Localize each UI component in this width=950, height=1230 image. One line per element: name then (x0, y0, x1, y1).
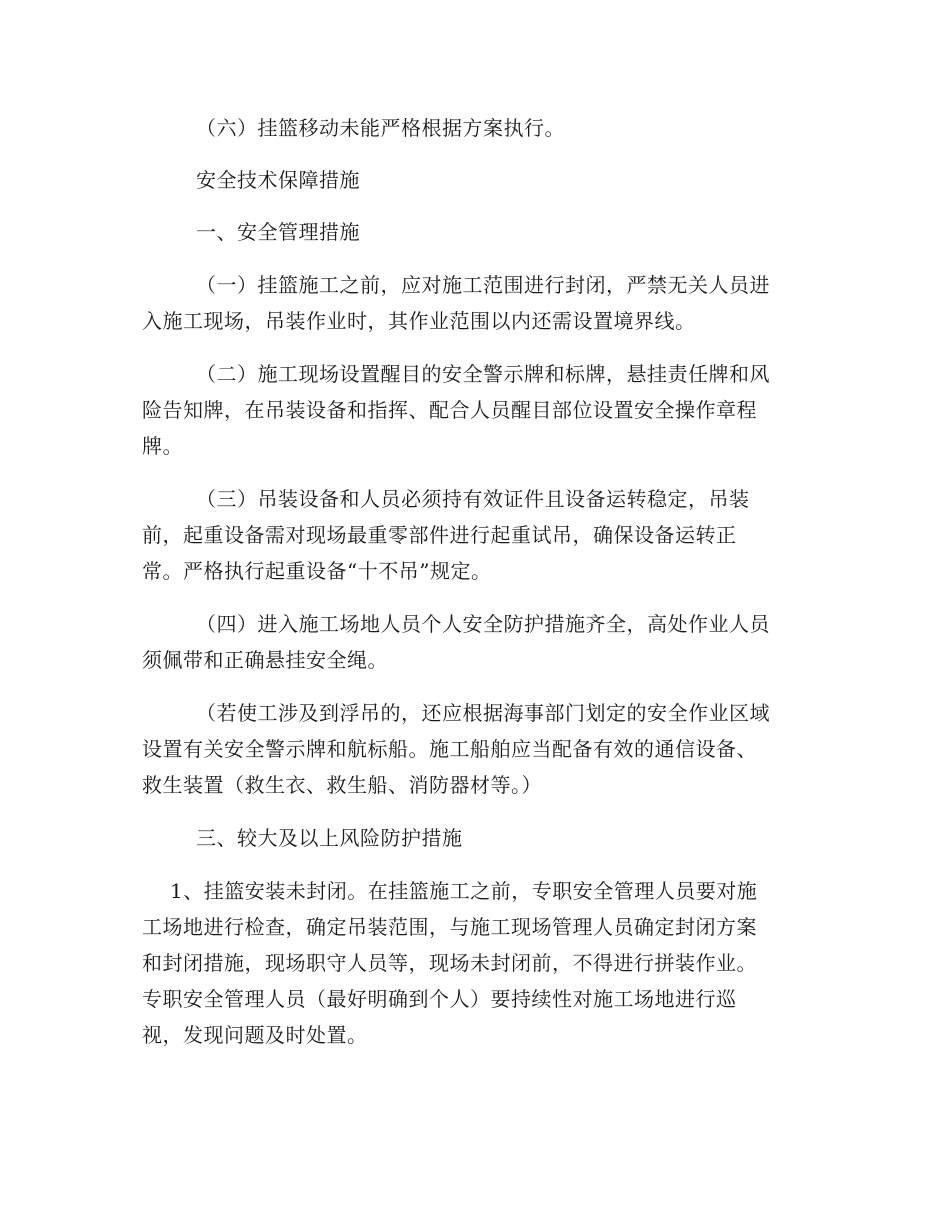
paragraph-line: 入施工现场，吊装作业时，其作业范围以内还需设置境界线。 (142, 309, 696, 333)
paragraph-line: 和封闭措施，现场职守人员等，现场未封闭前，不得进行拼装作业。 (142, 951, 757, 975)
paragraph-line: 工场地进行检查，确定吊装范围，与施工现场管理人员确定封闭方案 (142, 915, 757, 939)
paragraph-line: （三）吊装设备和人员必须持有效证件且设备运转稳定，吊装 (196, 487, 750, 511)
paragraph-line: 险告知牌，在吊装设备和指挥、配合人员醒目部位设置安全操作章程 (142, 398, 757, 422)
section-heading: 一、安全管理措施 (196, 220, 360, 244)
paragraph-line: 救生装置（救生衣、救生船、消防器材等。） (142, 773, 542, 797)
section-heading: 三、较大及以上风险防护措施 (196, 826, 463, 850)
paragraph-line: 专职安全管理人员（最好明确到个人）要持续性对施工场地进行巡 (142, 987, 737, 1011)
paragraph-line: 前，起重设备需对现场最重零部件进行起重试吊，确保设备运转正 (142, 523, 737, 547)
paragraph-line: 常。严格执行起重设备“十不吊”规定。 (142, 559, 492, 583)
paragraph-line: 须佩带和正确悬挂安全绳。 (142, 648, 388, 672)
paragraph-line: （四）进入施工场地人员个人安全防护措施齐全，高处作业人员 (196, 612, 770, 636)
paragraph-line: 牌。 (142, 434, 183, 458)
paragraph-line: （一）挂篮施工之前，应对施工范围进行封闭，严禁无关人员进 (196, 273, 770, 297)
paragraph-line: 设置有关安全警示牌和航标船。施工船舶应当配备有效的通信设备、 (142, 737, 757, 761)
paragraph-line: 视，发现问题及时处置。 (142, 1023, 368, 1047)
section-heading: 安全技术保障措施 (196, 168, 360, 192)
paragraph-line: （六）挂篮移动未能严格根据方案执行。 (196, 116, 565, 140)
paragraph-line: （二）施工现场设置醒目的安全警示牌和标牌，悬挂责任牌和风 (196, 362, 770, 386)
paragraph-line: 1、挂篮安装未封闭。在挂篮施工之前，专职安全管理人员要对施 (170, 879, 758, 903)
paragraph-line: （若使工涉及到浮吊的，还应根据海事部门划定的安全作业区域 (196, 701, 770, 725)
